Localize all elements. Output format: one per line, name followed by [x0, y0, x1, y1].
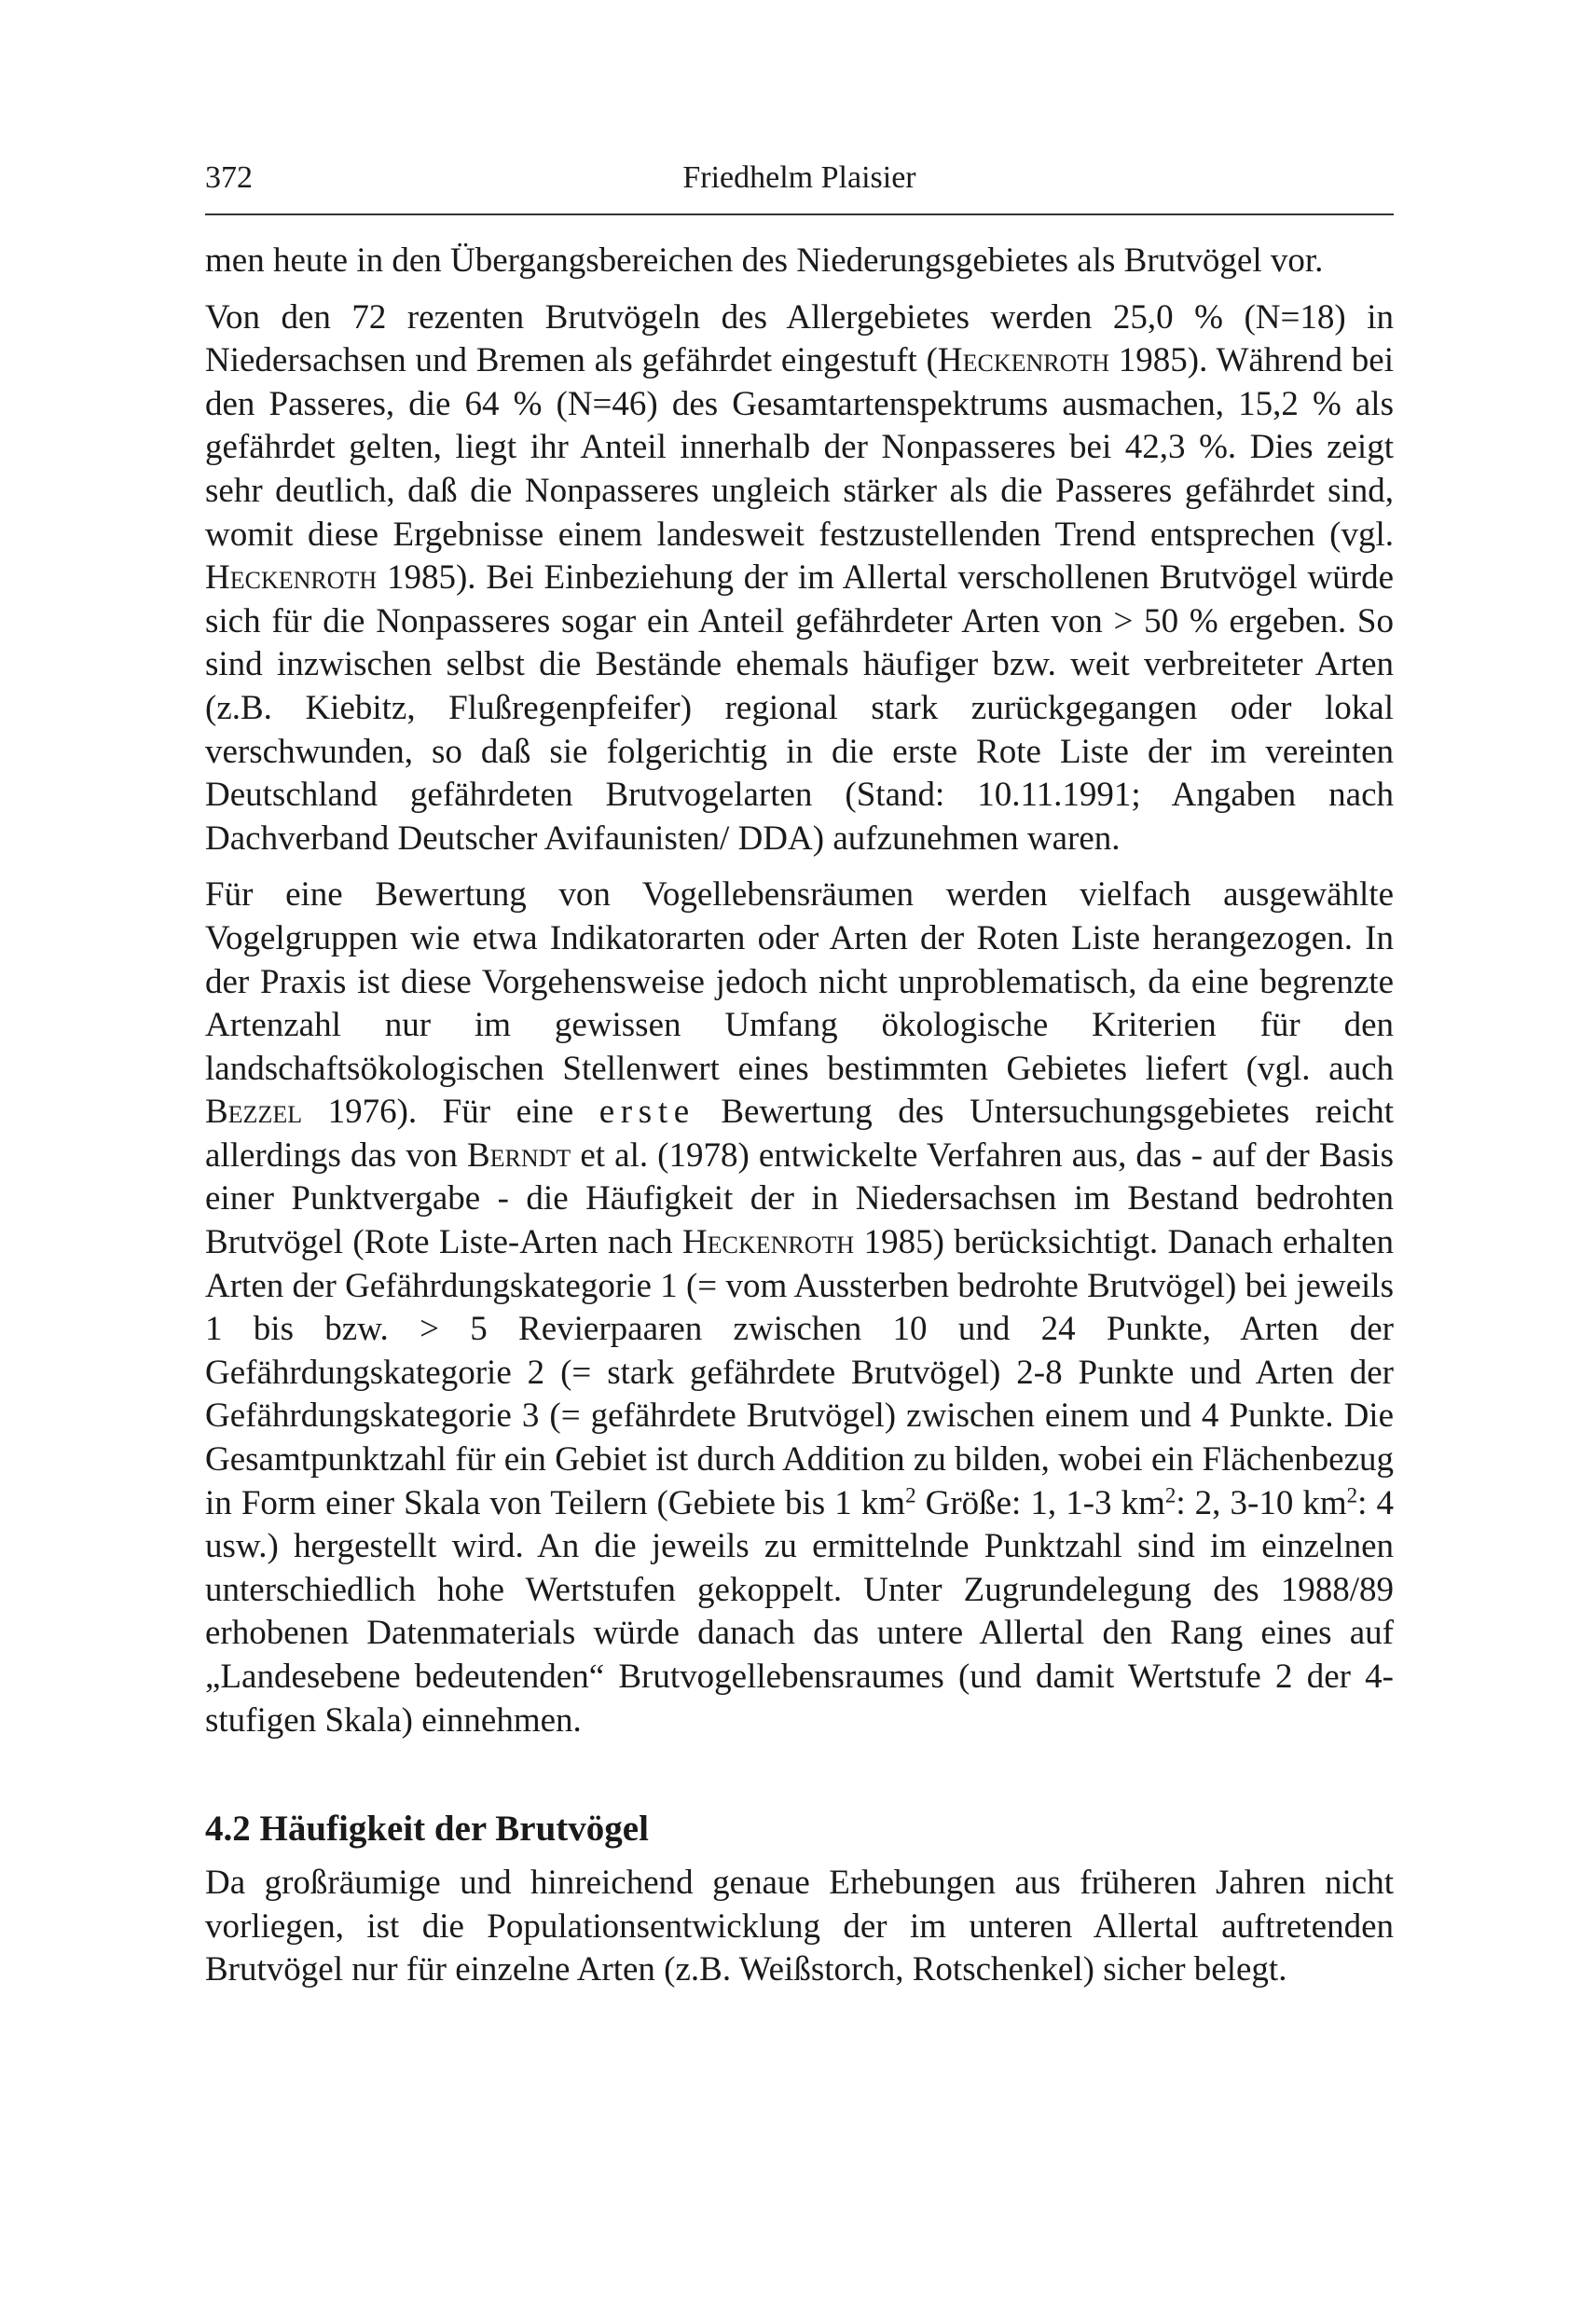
paragraph-4: Da großräumige und hinreichend genaue Erhebungen aus früheren Jahren nicht vorliegen, ist die Populationsentwicklung der im unteren Allertal auftretenden Brutvögel nur für einzelne Arten (z.B. Weißstorch, Rotschenkel) sicher belegt. [205, 1864, 1394, 1989]
page [205, 154, 1394, 2005]
section-heading: 4.2 Häufigkeit der Brutvögel [205, 1809, 649, 1850]
superscript: 2 [905, 1483, 916, 1507]
header-rule [205, 213, 1394, 215]
citation-author: Heckenroth [682, 1223, 855, 1262]
text-run: Bewertung des Untersuchungsgebietes reicht allerdings das von [205, 1093, 1394, 1175]
page-number: 372 [205, 160, 253, 195]
spaced-emphasis: erste [598, 1093, 695, 1132]
superscript: 2 [1164, 1483, 1176, 1507]
text-run: et al. (1978) entwickelte Verfahren aus, das - auf der Basis einer Punktvergabe - die Häufigkeit der in Niedersachsen im Bestand bedrohten Brutvögel (Rote Liste-Arten nach [205, 1135, 1394, 1262]
citation-author: Berndt [466, 1135, 571, 1175]
text-run: Größe: 1, 1-3 km [915, 1483, 1165, 1522]
text-run: 1985). Bei Einbeziehung der im Allertal verschollenen Brutvögel würde sich für die Nonpasseres sogar ein Anteil gefährdeter Arten von > 50 % ergeben. So sind inzwischen selbst die Bestände ehemals häufiger bzw. weit verbreiteter Arten (z.B. Kiebitz, Flußregenpfeifer) regional stark zurückgegangen oder lokal verschwunden, so daß sie folgerichtig in die erste Rote Liste der im vereinten Deutschland gefährdeten Brutvogelarten (Stand: 10.11.1991; Angaben nach Dachverband Deutscher Avifaunisten/ DDA) aufzunehmen waren. [205, 558, 1394, 858]
running-title: Friedhelm Plaisier [682, 160, 916, 195]
article-body [205, 240, 1394, 1992]
paragraph-1: men heute in den Übergangsbereichen des Niederungsgebietes als Brutvögel vor. [205, 241, 1324, 280]
text-run: 1976). Für eine [302, 1093, 599, 1132]
text-run: 1985). Während bei den Passeres, die 64 % (N=46) des Gesamtartenspektrums ausmachen, 15,2 % als gefährdet gelten, liegt ihr Anteil innerhalb der Nonpasseres bei 42,3 %. Dies zeigt sehr deutlich, daß die Nonpasseres ungleich stärker als die Passeres gefährdet sind, womit diese Ergebnisse einem landesweit festzustellenden Trend entsprechen (vgl. [205, 341, 1394, 554]
paragraph-2 [205, 296, 1394, 861]
text-run: 1985) berücksichtigt. Danach erhalten Arten der Gefährdungskategorie 1 (= vom Aussterben bedrohte Brutvögel) bei jeweils 1 bis bzw. > 5 Revierpaaren zwischen 10 und 24 Punkte, Arten der Gefährdungskategorie 2 (= stark gefährdete Brutvögel) 2-8 Punkte und Arten der Gefährdungskategorie 3 (= gefährdete Brutvögel) zwischen einem und 4 Punkte. Die Gesamtpunktzahl für ein Gebiet ist durch Addition zu bilden, wobei ein Flächenbezug in Form einer Skala von Teilern (Gebiete bis 1 km [205, 1223, 1394, 1522]
citation-author: Heckenroth [205, 558, 378, 598]
paragraph-3 [205, 874, 1394, 1742]
citation-author: Heckenroth [937, 341, 1110, 380]
citation-author: Bezzel [205, 1093, 303, 1132]
text-run: : 4 usw.) hergestellt wird. An die jeweils zu ermittelnde Punktzahl sind im einzelnen unterschiedlich hohe Wertstufen gekoppelt. Unter Zugrundelegung des 1988/89 erhobenen Datenmaterials würde danach das untere Allertal den Rang eines auf „Landesebene bedeutenden“ Brutvogellebensraumes (und damit Wertstufe 2 der 4-stufigen Skala) einnehmen. [205, 1483, 1394, 1740]
superscript: 2 [1346, 1483, 1358, 1507]
text-run: : 2, 3-10 km [1176, 1483, 1347, 1522]
text-run: Von den 72 rezenten Brutvögeln des Allergebietes werden 25,0 % (N=18) in Niedersachsen und Bremen als gefährdet eingestuft ( [205, 297, 1394, 380]
text-run: Für eine Bewertung von Vogellebensräumen werden vielfach ausgewählte Vogelgruppen wie etwa Indikatorarten oder Arten der Roten Liste herangezogen. In der Praxis ist diese Vorgehensweise jedoch nicht unproblematisch, da eine begrenzte Artenzahl nur im gewissen Umfang ökologische Kriterien für den landschaftsökologischen Stellenwert eines bestimmten Gebietes liefert (vgl. auch [205, 875, 1394, 1088]
running-head [205, 154, 1394, 202]
